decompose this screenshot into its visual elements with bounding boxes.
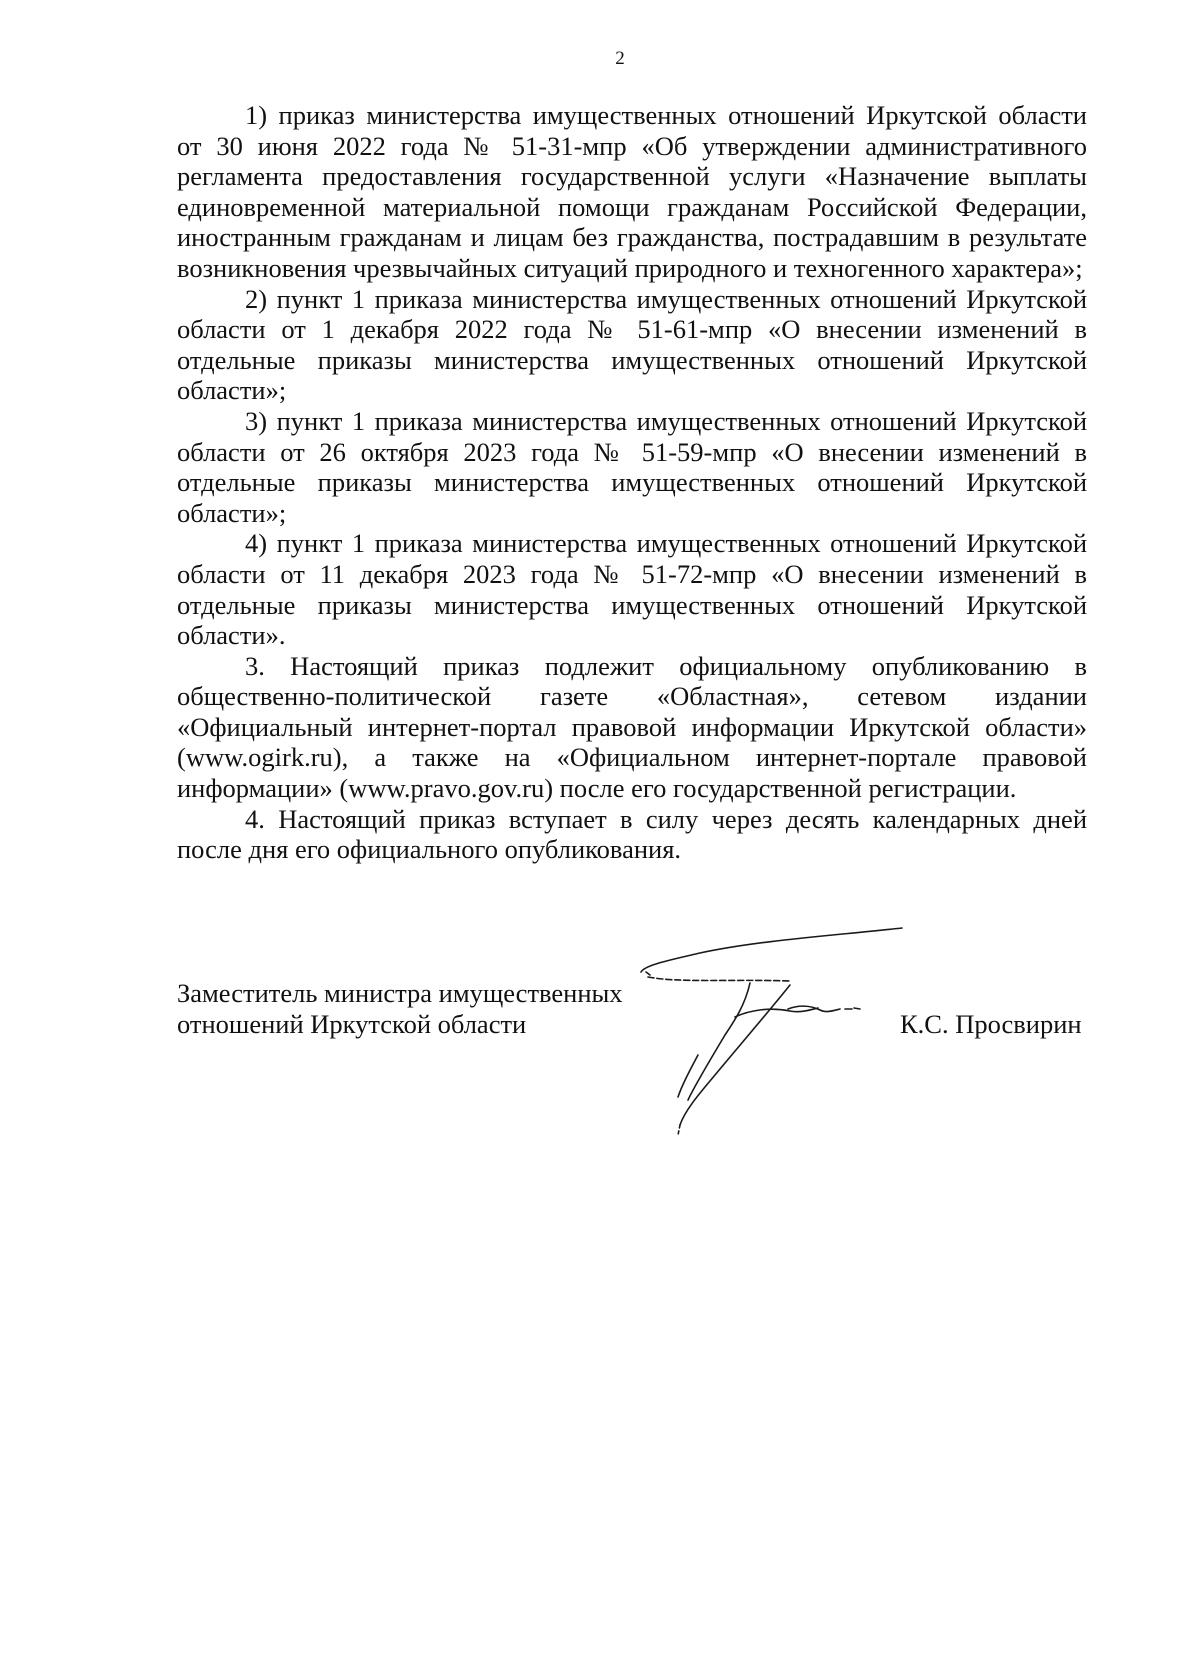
document-body [177, 100, 1087, 865]
handwritten-signature [640, 925, 920, 1140]
page-number: 2 [615, 48, 625, 69]
paragraph-item-2: 2) пункт 1 приказа министерства имущественных отношений Иркутской области от 1 декабря 2022 года № 51-61-мпр «О внесении изменений в отдельные приказы министерства имущественных отношений Иркутской области»; [177, 283, 1087, 406]
paragraph-publication: 3. Настоящий приказ подлежит официальному опубликованию в общественно-политической газете «Областная», сетевом издании «Официальный интернет-портал правовой информации Иркутской области» (www.ogirk.ru), а также на «Официальном интернет-портале правовой информации» (www.pravo.gov.ru) после его государственной регистрации. [177, 650, 1087, 804]
signatory-title-line-1: Заместитель министра имущественных [177, 978, 623, 1008]
paragraph-effective-date: 4. Настоящий приказ вступает в силу через десять календарных дней после дня его официального опубликования. [177, 803, 1087, 865]
paragraph-item-3: 3) пункт 1 приказа министерства имущественных отношений Иркутской области от 26 октября 2023 года № 51-59-мпр «О внесении изменений в отдельные приказы министерства имущественных отношений Иркутской области»; [177, 405, 1087, 528]
signatory-name: К.С. Просвирин [900, 1009, 1082, 1039]
signatory-title-line-2: отношений Иркутской области [177, 1009, 527, 1039]
paragraph-item-1: 1) приказ министерства имущественных отношений Иркутской области от 30 июня 2022 года № 51-31-мпр «Об утверждении административного регламента предоставления государственной услуги «Назначение выплаты единовременной материальной помощи гражданам Российской Федерации, иностранным гражданам и лицам без гражданства, пострадавшим в результате возникновения чрезвычайных ситуаций природного и техногенного характера»; [177, 100, 1087, 283]
signatory-title [177, 978, 657, 1040]
paragraph-item-4: 4) пункт 1 приказа министерства имущественных отношений Иркутской области от 11 декабря 2023 года № 51-72-мпр «О внесении изменений в отдельные приказы министерства имущественных отношений Иркутской области». [177, 528, 1087, 651]
